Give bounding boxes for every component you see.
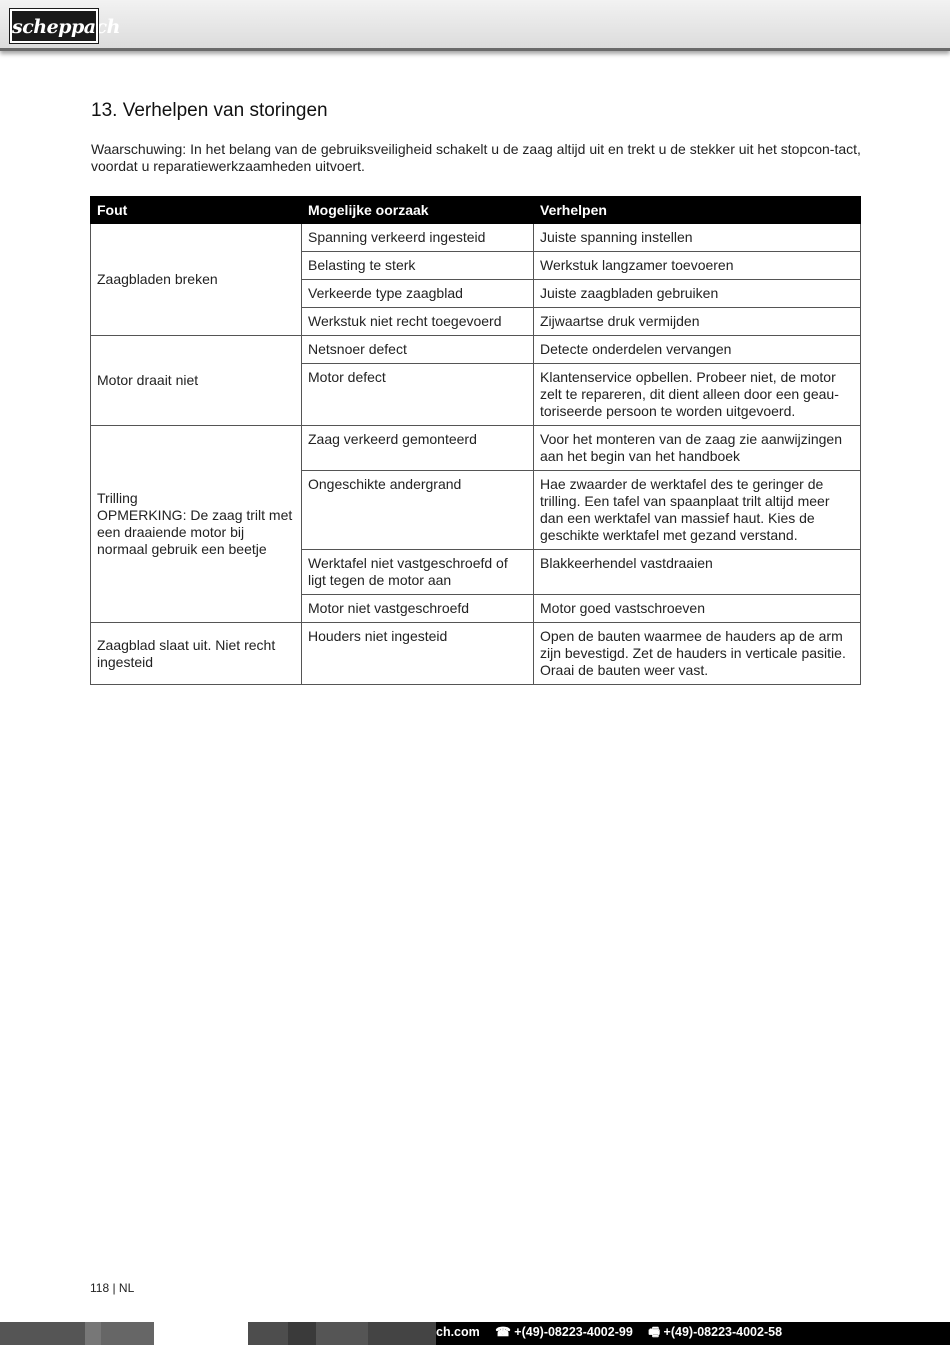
remedy-cell: Klantenservice opbellen. Probeer niet, de motor zelt te repareren, dit dient alleen door een geau-toriseerde persoon te worden uitgevoerd.	[534, 364, 861, 426]
cause-cell: Werktafel niet vastgeschroefd of ligt tegen de motor aan	[302, 550, 534, 595]
cause-cell: Ongeschikte andergrand	[302, 471, 534, 550]
remedy-cell: Juiste spanning instellen	[534, 224, 861, 252]
table-row	[91, 224, 861, 252]
page-header	[0, 0, 950, 51]
remedy-cell: Werkstuk langzamer toevoeren	[534, 252, 861, 280]
cause-cell: Zaag verkeerd gemonteerd	[302, 426, 534, 471]
column-header-fault: Fout	[91, 197, 302, 224]
remedy-cell: Hae zwaarder de werktafel des te geringer de trilling. Een tafel van spaanplaat trilt altijd meer dan een werktafel van massief haut. Kies de geschikte werktafel met gezand verstand.	[534, 471, 861, 550]
fax-number: 🖷 +(49)-08223-4002-58	[648, 1325, 783, 1339]
phone-number: ☎ +(49)-08223-4002-99	[495, 1325, 633, 1339]
fault-cell: Trilling OPMERKING: De zaag trilt met een draaiende motor bij normaal gebruik een beetje	[91, 426, 302, 623]
cause-cell: Werkstuk niet recht toegevoerd	[302, 308, 534, 336]
fault-cell: Zaagbladen breken	[91, 224, 302, 336]
column-header-remedy: Verhelpen	[534, 197, 861, 224]
remedy-cell: Blakkeerhendel vastdraaien	[534, 550, 861, 595]
footer-contact	[436, 1322, 794, 1345]
table-row	[91, 623, 861, 685]
remedy-cell: Motor goed vastschroeven	[534, 595, 861, 623]
table-row	[91, 336, 861, 364]
section-title: 13. Verhelpen van storingen	[91, 100, 328, 121]
column-header-cause: Mogelijke oorzaak	[302, 197, 534, 224]
cause-cell: Belasting te sterk	[302, 252, 534, 280]
table-header-row	[91, 197, 861, 224]
remedy-cell: Detecte onderdelen vervangen	[534, 336, 861, 364]
fault-cell: Zaagblad slaat uit. Niet recht ingesteid	[91, 623, 302, 685]
cause-cell: Houders niet ingesteid	[302, 623, 534, 685]
remedy-cell: Voor het monteren van de zaag zie aanwijzingen aan het begin van het handboek	[534, 426, 861, 471]
cause-cell: Netsnoer defect	[302, 336, 534, 364]
cause-cell: Verkeerde type zaagblad	[302, 280, 534, 308]
scheppach-logo: scheppach	[10, 9, 98, 43]
table-row	[91, 426, 861, 471]
cause-cell: Motor niet vastgeschroefd	[302, 595, 534, 623]
troubleshooting-table	[90, 196, 861, 685]
warning-text: Waarschuwing: In het belang van de gebruiksveiligheid schakelt u de zaag altijd uit en trekt u de stekker uit het stopcon-tact, voordat u reparatiewerkzaamheden uitvoert.	[91, 141, 861, 174]
cause-cell: Spanning verkeerd ingesteid	[302, 224, 534, 252]
remedy-cell: Juiste zaagbladen gebruiken	[534, 280, 861, 308]
page-number: 118 | NL	[90, 1281, 135, 1295]
remedy-cell: Open de bauten waarmee de hauders ap de arm zijn bevestigd. Zet de hauders in verticale pasitie. Oraai de bauten weer vast.	[534, 623, 861, 685]
website-link[interactable]: ch.com	[436, 1325, 480, 1339]
cause-cell: Motor defect	[302, 364, 534, 426]
remedy-cell: Zijwaartse druk vermijden	[534, 308, 861, 336]
fault-cell: Motor draait niet	[91, 336, 302, 426]
